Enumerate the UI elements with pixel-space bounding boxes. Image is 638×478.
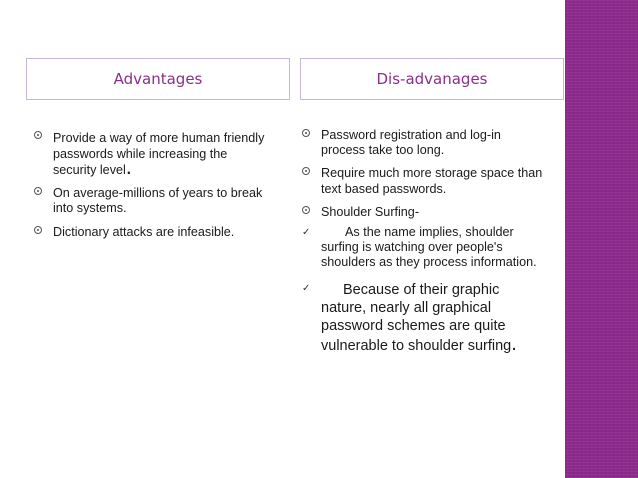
disadvantage-item bbox=[302, 225, 548, 271]
checkmark-icon: ✓ bbox=[302, 227, 311, 239]
disadvantage-item-text: Password registration and log-in process take too long. bbox=[321, 128, 501, 158]
circle-bullet-icon bbox=[302, 167, 310, 175]
checkmark-icon: ✓ bbox=[302, 282, 311, 294]
advantage-item bbox=[34, 186, 274, 216]
disadvantage-item-text: Require much more storage space than text based passwords. bbox=[321, 166, 543, 196]
disadvantages-header: Dis-advanages bbox=[376, 70, 488, 88]
disadvantage-item-suffix: . bbox=[511, 332, 517, 355]
disadvantage-item-text: Because of their graphic nature, nearly all graphical password schemes are quite vulnerable to shoulder surfing bbox=[321, 281, 512, 354]
circle-bullet-icon bbox=[302, 206, 310, 214]
advantages-list bbox=[34, 130, 274, 241]
disadvantage-item bbox=[302, 166, 548, 196]
disadvantage-item-text: Shoulder Surfing- bbox=[321, 204, 420, 219]
disadvantage-item-text: As the name implies, shoulder surfing is watching over people's shoulders as they process information. bbox=[321, 225, 537, 270]
disadvantages-column bbox=[302, 128, 548, 355]
disadvantages-list bbox=[302, 128, 548, 355]
decorative-side-stripe bbox=[565, 0, 638, 478]
advantage-item-suffix: . bbox=[125, 154, 132, 179]
advantages-header: Advantages bbox=[113, 70, 203, 88]
disadvantages-header-box bbox=[300, 58, 564, 100]
disadvantage-item bbox=[302, 128, 548, 158]
advantage-item-text: On average-millions of years to break into systems. bbox=[53, 186, 263, 216]
advantages-column bbox=[34, 130, 274, 241]
disadvantage-item bbox=[302, 281, 548, 355]
advantage-item bbox=[34, 225, 274, 240]
advantages-header-box bbox=[26, 58, 290, 100]
advantage-item-text: Provide a way of more human friendly passwords while increasing the security level bbox=[53, 131, 265, 177]
circle-bullet-icon bbox=[34, 131, 42, 139]
circle-bullet-icon bbox=[302, 129, 310, 137]
circle-bullet-icon bbox=[34, 187, 42, 195]
disadvantage-item bbox=[302, 205, 548, 220]
advantage-item-text: Dictionary attacks are infeasible. bbox=[53, 225, 235, 240]
circle-bullet-icon bbox=[34, 226, 42, 234]
advantage-item bbox=[34, 130, 274, 178]
